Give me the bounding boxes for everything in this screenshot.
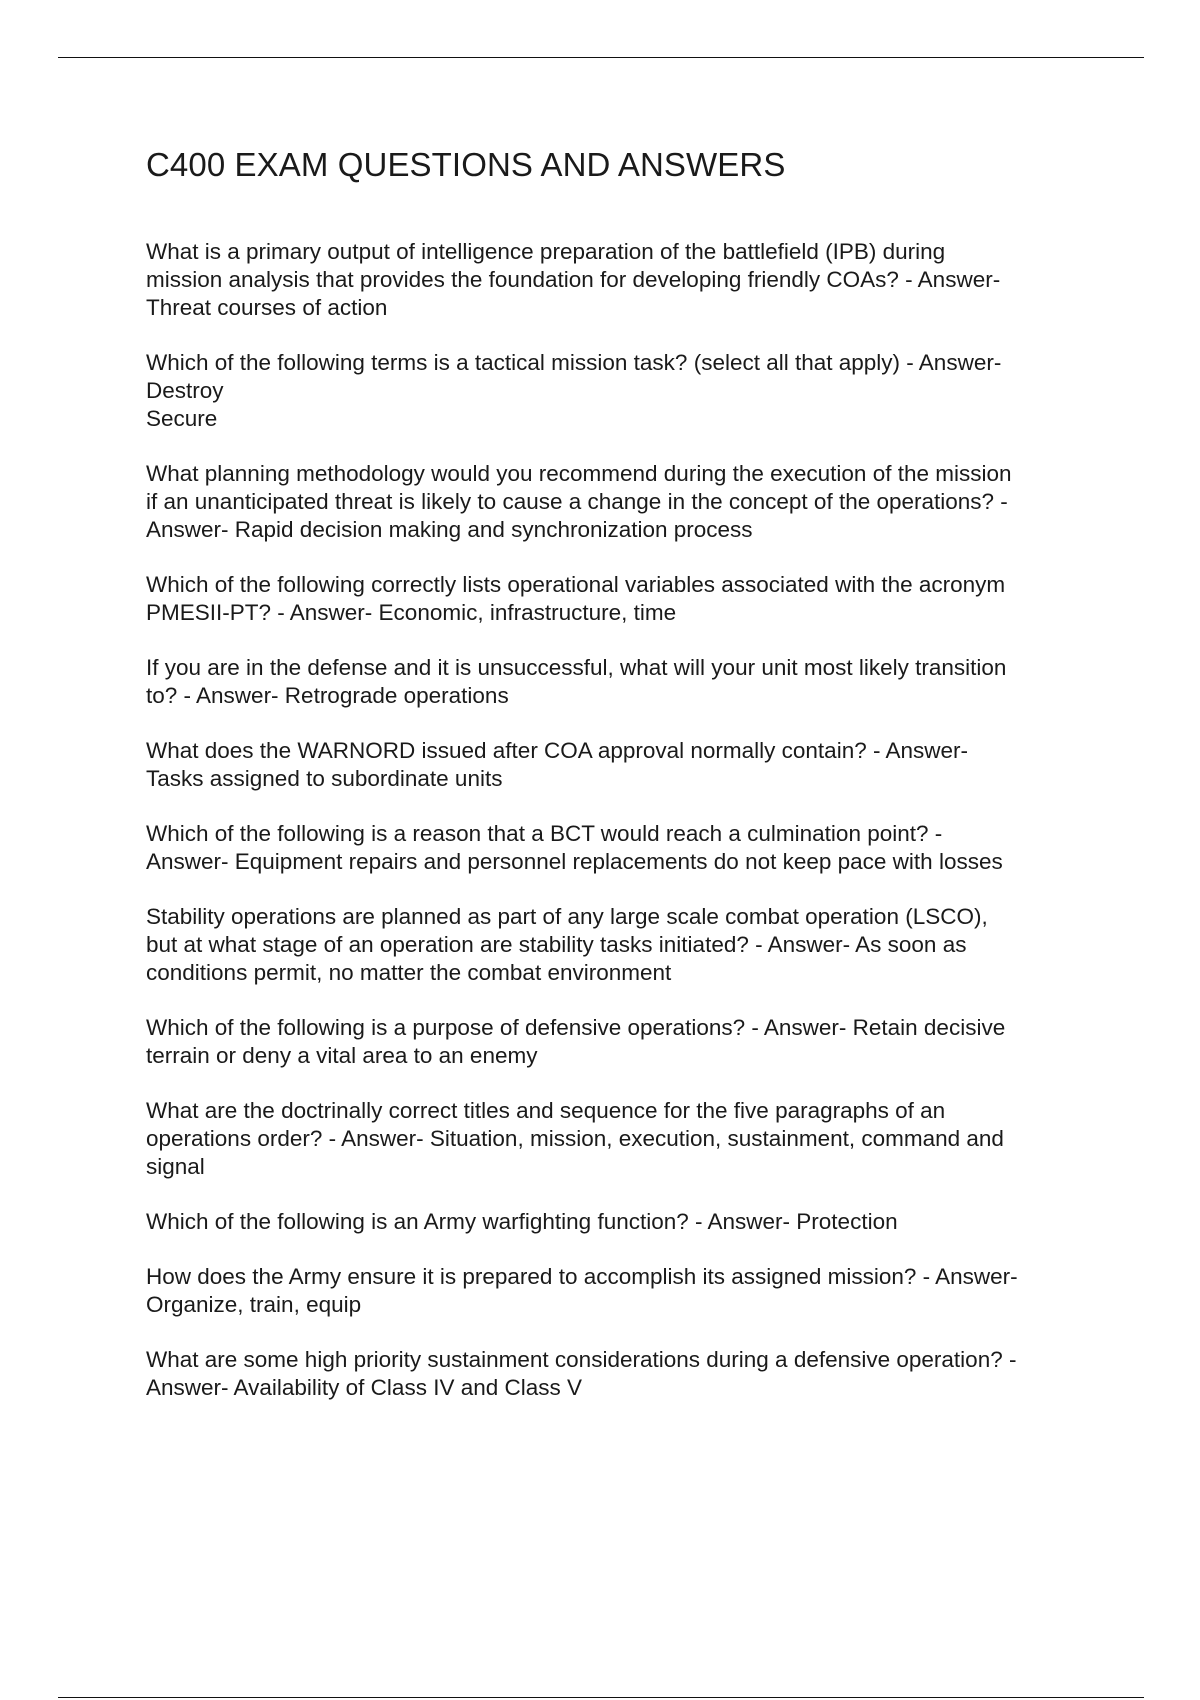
qa-line: Organize, train, equip	[146, 1292, 362, 1317]
qa-line: terrain or deny a vital area to an enemy	[146, 1043, 538, 1068]
qa-line: Secure	[146, 406, 218, 431]
bottom-rule	[58, 1697, 1144, 1698]
qa-item	[146, 820, 1086, 876]
qa-line: signal	[146, 1154, 205, 1179]
document-title: C400 EXAM QUESTIONS AND ANSWERS	[146, 146, 786, 183]
qa-line: Answer- Availability of Class IV and Class V	[146, 1375, 583, 1400]
document-body	[146, 143, 1086, 1429]
qa-line: What does the WARNORD issued after COA approval normally contain? - Answer-	[146, 738, 968, 763]
qa-line: Stability operations are planned as part of any large scale combat operation (LSCO),	[146, 904, 988, 929]
qa-item	[146, 654, 1086, 710]
qa-line: conditions permit, no matter the combat environment	[146, 960, 672, 985]
qa-list	[146, 238, 1086, 1402]
qa-item	[146, 460, 1086, 544]
qa-line: Which of the following terms is a tactical mission task? (select all that apply) - Answer-	[146, 350, 1002, 375]
qa-line: to? - Answer- Retrograde operations	[146, 683, 509, 708]
qa-line: mission analysis that provides the foundation for developing friendly COAs? - Answer-	[146, 267, 1001, 292]
qa-line: What is a primary output of intelligence preparation of the battlefield (IPB) during	[146, 239, 946, 264]
qa-line: operations order? - Answer- Situation, mission, execution, sustainment, command and	[146, 1126, 1004, 1151]
qa-item	[146, 1208, 1086, 1236]
qa-item	[146, 238, 1086, 322]
qa-line: but at what stage of an operation are stability tasks initiated? - Answer- As soon as	[146, 932, 967, 957]
qa-line: If you are in the defense and it is unsuccessful, what will your unit most likely transition	[146, 655, 1007, 680]
qa-line: Threat courses of action	[146, 295, 388, 320]
qa-item	[146, 1097, 1086, 1181]
qa-line: What are some high priority sustainment considerations during a defensive operation? -	[146, 1347, 1017, 1372]
qa-item	[146, 1346, 1086, 1402]
qa-item	[146, 349, 1086, 433]
qa-line: Which of the following is a reason that a BCT would reach a culmination point? -	[146, 821, 943, 846]
qa-line: Tasks assigned to subordinate units	[146, 766, 503, 791]
qa-line: Answer- Equipment repairs and personnel replacements do not keep pace with losses	[146, 849, 1003, 874]
qa-item	[146, 1014, 1086, 1070]
qa-line: Which of the following correctly lists operational variables associated with the acronym	[146, 572, 1006, 597]
qa-line: if an unanticipated threat is likely to cause a change in the concept of the operations? -	[146, 489, 1008, 514]
qa-line: How does the Army ensure it is prepared to accomplish its assigned mission? - Answer-	[146, 1264, 1018, 1289]
qa-line: What are the doctrinally correct titles and sequence for the five paragraphs of an	[146, 1098, 946, 1123]
qa-line: PMESII-PT? - Answer- Economic, infrastructure, time	[146, 600, 677, 625]
qa-line: Which of the following is a purpose of defensive operations? - Answer- Retain decisive	[146, 1015, 1006, 1040]
qa-item	[146, 1263, 1086, 1319]
qa-item	[146, 737, 1086, 793]
top-rule	[58, 57, 1144, 58]
qa-line: What planning methodology would you recommend during the execution of the mission	[146, 461, 1012, 486]
qa-item	[146, 571, 1086, 627]
qa-item	[146, 903, 1086, 987]
qa-line: Answer- Rapid decision making and synchronization process	[146, 517, 753, 542]
qa-line: Destroy	[146, 378, 224, 403]
qa-line: Which of the following is an Army warfighting function? - Answer- Protection	[146, 1209, 898, 1234]
